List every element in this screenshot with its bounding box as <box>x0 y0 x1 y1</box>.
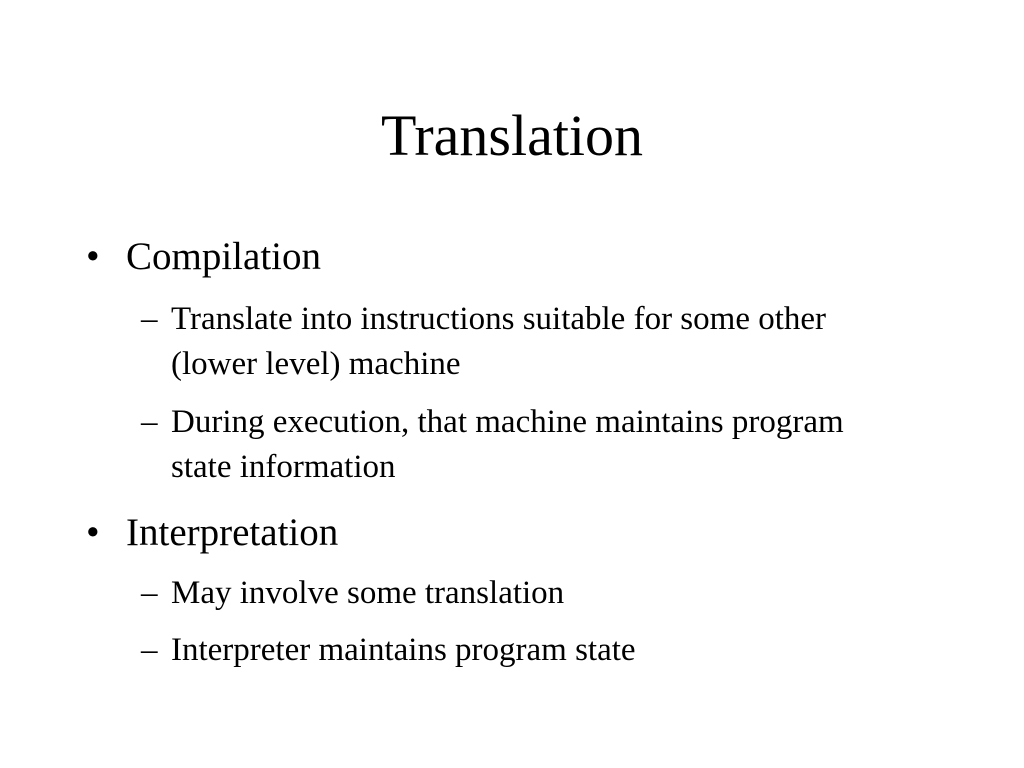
sub-bullet-text: Interpreter maintains program state <box>171 632 636 668</box>
sub-bullet-marker: – <box>141 575 158 611</box>
sub-bullet-marker: – <box>141 404 158 440</box>
sub-bullet-text: During execution, that machine maintains program state information <box>171 404 844 485</box>
sub-bullet-text: May involve some translation <box>171 575 565 611</box>
sub-bullet-marker: – <box>141 632 158 668</box>
bullet-label: Interpretation <box>126 511 339 554</box>
bullet-label: Compilation <box>126 235 321 278</box>
bullet-marker: • <box>86 235 100 278</box>
slide-title: Translation <box>380 103 644 168</box>
bullet-marker: • <box>86 511 100 554</box>
sub-bullet-marker: – <box>141 301 158 337</box>
sub-bullet-text: Translate into instructions suitable for some other (lower level) machine <box>171 301 827 382</box>
